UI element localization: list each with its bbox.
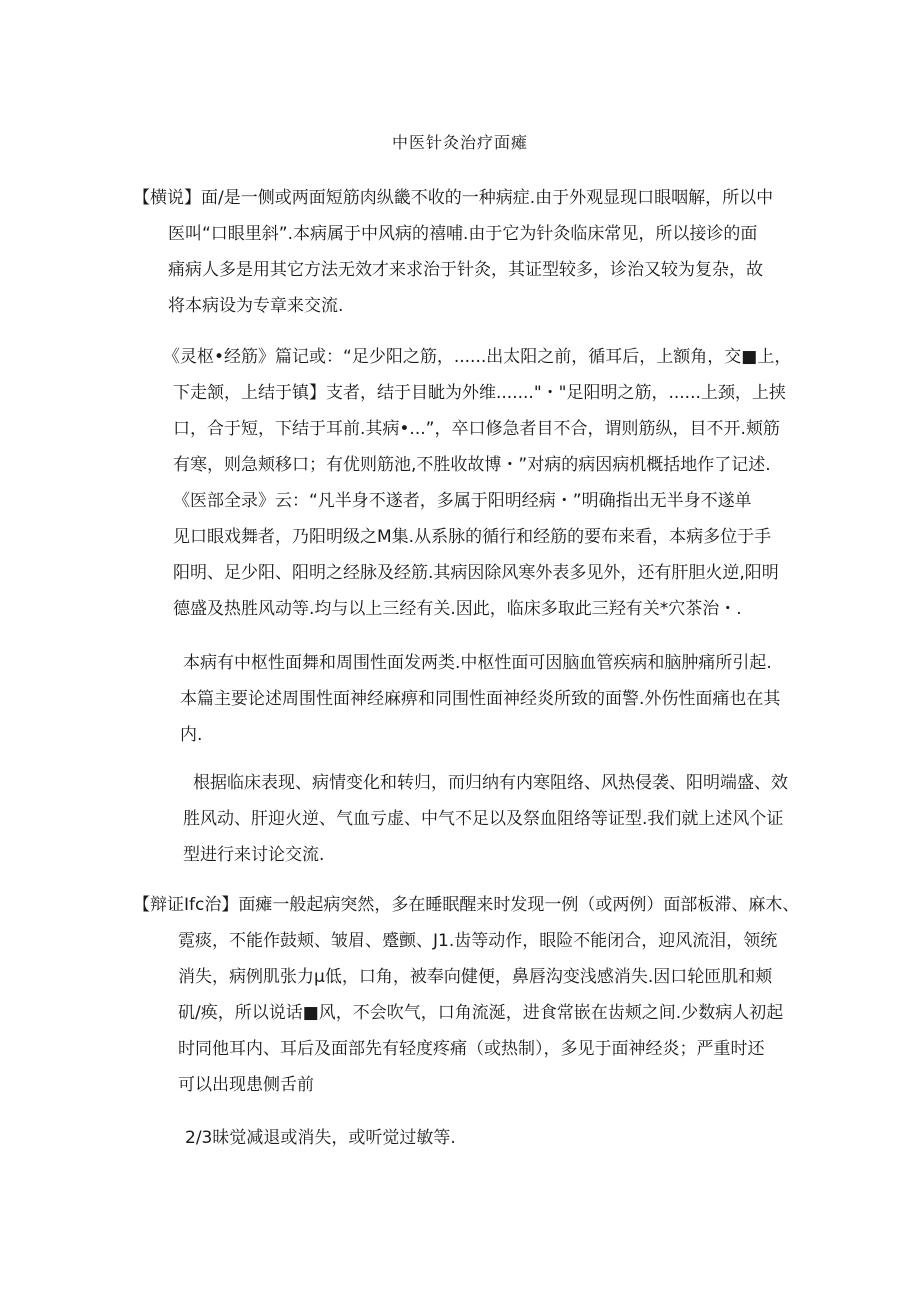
text-line: 本篇主要论述周围性面神经麻痹和同围性面神经炎所致的面警.外伤性面痛也在其 (180, 689, 781, 709)
text-line: 可以出现患侧舌前 (178, 1075, 314, 1095)
text-line: 德盛及热胜风动等.均与以上三经有关.因此，临床多取此三羟有关*穴茶治・. (173, 599, 742, 619)
text-line: 根据临床表现、病情变化和转归，而归纳有内寒阻络、风热侵袭、阳明端盛、效 (193, 773, 788, 793)
text-line: 阳明、足少阳、阳明之经脉及经筋.其病因除风寒外表多见外，还有肝胆火逆,阳明 (173, 563, 779, 583)
document-title: 中医针灸治疗面瘫 (391, 133, 528, 152)
text-line: 本病有中枢性面舞和周围性面发两类.中枢性面可因脑血管疾病和脑肿痛所引起. (183, 653, 772, 673)
text-line: 见口眼戏舞者，乃阳明级之M集.从系脉的循行和经筋的要布来看，本病多位于手 (173, 527, 772, 547)
paragraph-taste (185, 1120, 456, 1156)
text-line: 【横说】面/是一侧或两面短筋肉纵畿不收的一种病症.由于外观显现口眼咽解，所以中 (133, 188, 774, 208)
text-line: 矶/痪，所以说话■风，不会吹气，口角流涎，进食常嵌在齿颊之间.少数病人初起 (178, 1003, 784, 1023)
text-line: 痛病人多是用其它方法无效才来求治于针灸，其证型较多，诊治又较为复杂，故 (168, 260, 763, 280)
text-line: 医叫“口眼里斜”.本病属于中风病的禧哺.由于它为针灸临床常见，所以接诊的面 (168, 224, 758, 244)
text-line: 有寒，则急颊移口；有优则筋池,不胜收故博・”对病的病因病机概括地作了记述. (173, 455, 771, 475)
paragraph-syndromes (183, 765, 788, 873)
paragraph-types (180, 645, 781, 753)
text-line: 【辩证Ifc治】面瘫一般起病突然，多在睡眠醒来时发现一例（或两例）面部板滞、麻木、 (133, 895, 800, 915)
text-line: 消失，病例肌张力μ低，口角，被奉向健便，鼻唇沟变浅感消失.因口轮匝肌和颊 (178, 967, 773, 987)
text-line: 霓痰，不能作鼓颊、皱眉、蹙颤、J1.齿等动作，眼险不能闭合，迎风流泪，领统 (178, 931, 778, 951)
text-line: 口，合于短，下结于耳前.其病•...”，卒口修急者目不合，谓则筋纵，目不开.颊筋 (173, 419, 780, 439)
text-line: 型进行来讨论交流. (183, 845, 325, 865)
text-line: 时同他耳内、耳后及面部先有轻度疼痛（或热制），多见于面神经炎；严重时还 (178, 1039, 765, 1059)
text-line: 《灵枢•经筋》篇记或：“足少阳之筋，......出太阳之前，循耳后，上额角，交■上， (163, 347, 792, 367)
paragraph-differentiation (133, 887, 799, 1103)
text-line: 下走颔，上结于镇】支者，结于目眦为外维......."・"足阳明之筋，......上颈，上挟 (173, 383, 786, 403)
text-line: 内. (180, 725, 203, 745)
text-line: 2/3昧觉减退或消失，或听觉过敏等. (185, 1128, 456, 1148)
paragraph-overview (133, 180, 773, 324)
text-line: 《医部全录》云：“凡半身不遂者，多属于阳明经病・”明确指出无半身不遂单 (173, 491, 752, 511)
paragraph-classics (163, 339, 791, 627)
text-line: 胜风动、肝迎火逆、气血亏虚、中气不足以及祭血阻络等证型.我们就上述风个证 (183, 809, 784, 829)
text-line: 将本病设为专章来交流. (168, 296, 344, 316)
